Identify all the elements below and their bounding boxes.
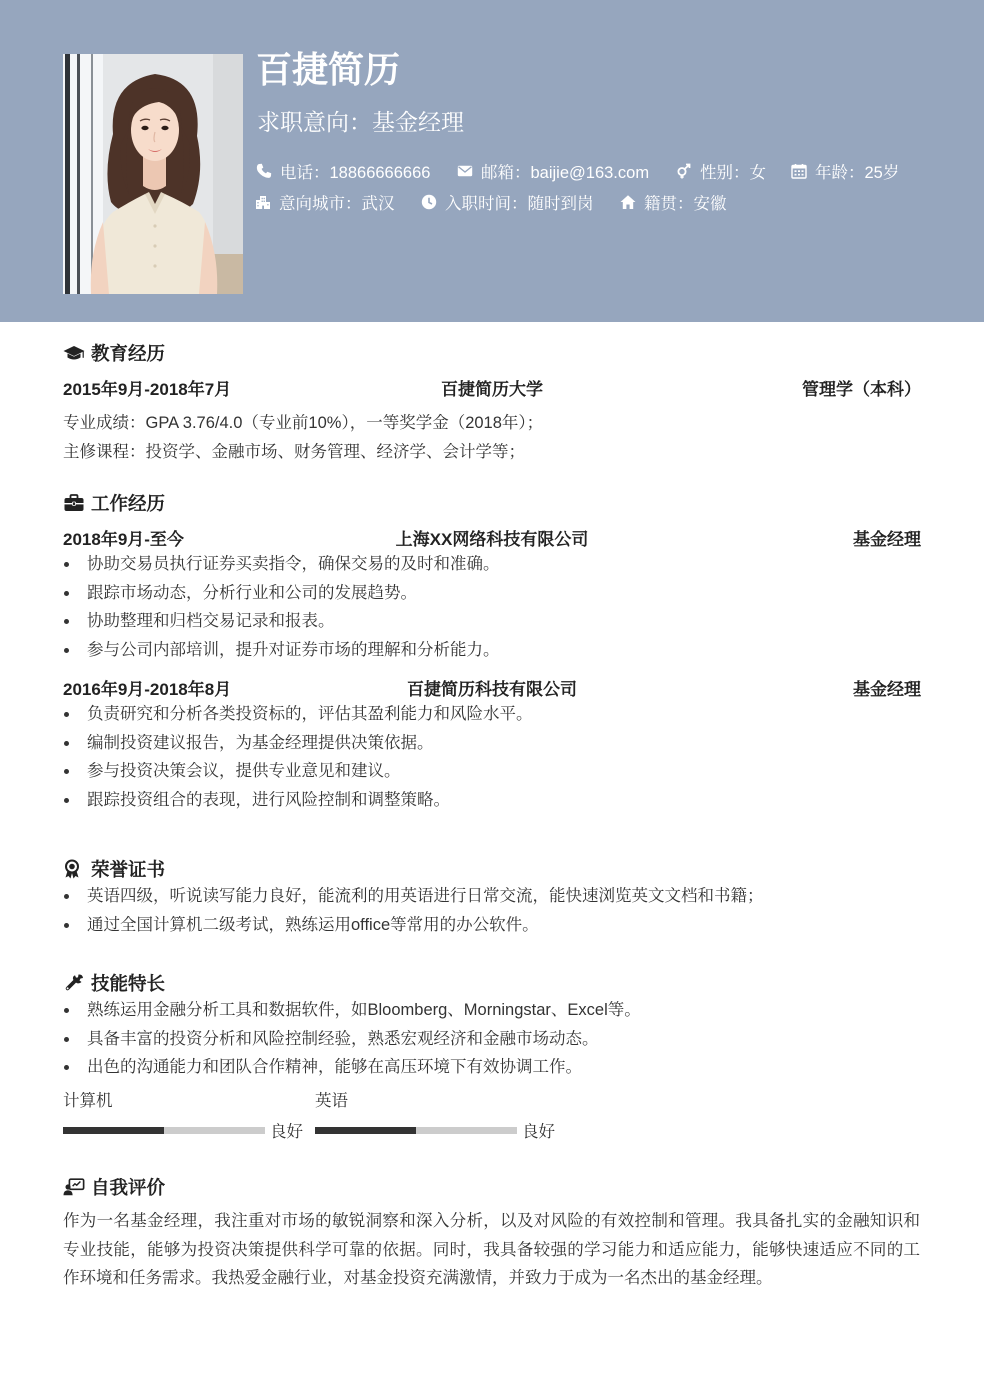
wrench-icon xyxy=(63,973,85,993)
list-item: 熟练运用金融分析工具和数据软件，如Bloomberg、Morningstar、Excel等。 xyxy=(63,996,921,1025)
info-age-text: 年龄：25岁 xyxy=(815,164,900,182)
info-email xyxy=(457,160,649,182)
skills-heading xyxy=(63,970,921,996)
skill-bar-computer xyxy=(63,1090,315,1141)
job-period: 2018年9月-至今 xyxy=(63,529,184,549)
skills-section xyxy=(63,970,921,1141)
list-item: 参与投资决策会议，提供专业意见和建议。 xyxy=(63,757,921,786)
list-item: 跟踪投资组合的表现，进行风险控制和调整策略。 xyxy=(63,786,921,815)
job-entry xyxy=(63,524,921,550)
skill-bars xyxy=(63,1090,921,1141)
job-position: 基金经理 xyxy=(853,529,921,549)
phone-icon xyxy=(256,163,272,179)
briefcase-icon xyxy=(63,493,85,513)
education-heading xyxy=(63,340,921,366)
clock-icon xyxy=(421,194,437,210)
resume-header xyxy=(0,0,984,322)
self-evaluation-title: 自我评价 xyxy=(91,1177,166,1198)
list-item: 协助整理和归档交易记录和报表。 xyxy=(63,607,921,636)
job-entry xyxy=(63,674,921,700)
skills-title: 技能特长 xyxy=(91,973,166,994)
info-city-text: 意向城市：武汉 xyxy=(279,195,395,213)
info-start-date xyxy=(421,191,594,213)
skill-name: 计算机 xyxy=(63,1092,113,1110)
honors-section xyxy=(63,856,921,939)
job-period: 2016年9月-2018年8月 xyxy=(63,679,232,699)
skill-bar-track xyxy=(315,1127,517,1134)
skill-level-label: 良好 xyxy=(522,1123,555,1141)
candidate-name: 百捷简历 xyxy=(256,49,401,90)
honors-list xyxy=(63,882,921,939)
job-position: 基金经理 xyxy=(853,679,921,699)
skill-bar-fill xyxy=(315,1127,416,1134)
honors-heading xyxy=(63,856,921,882)
education-period: 2015年9月-2018年7月 xyxy=(63,379,232,399)
self-evaluation-heading xyxy=(63,1174,921,1200)
list-item: 协助交易员执行证券买卖指令，确保交易的及时和准确。 xyxy=(63,550,921,579)
job-duties xyxy=(63,700,921,814)
award-icon xyxy=(63,859,85,879)
skill-level-label: 良好 xyxy=(270,1123,303,1141)
info-gender xyxy=(676,160,766,182)
work-title: 工作经历 xyxy=(91,493,166,514)
list-item: 负责研究和分析各类投资标的，评估其盈利能力和风险水平。 xyxy=(63,700,921,729)
info-gender-text: 性别：女 xyxy=(700,164,766,182)
list-item: 出色的沟通能力和团队合作精神，能够在高压环境下有效协调工作。 xyxy=(63,1053,921,1082)
skill-bar-track xyxy=(63,1127,265,1134)
info-start-date-text: 入职时间：随时到岗 xyxy=(445,195,594,213)
profile-photo xyxy=(63,54,243,294)
info-email-text: 邮箱：baijie@163.com xyxy=(481,164,650,182)
education-entry xyxy=(63,374,921,400)
work-section xyxy=(63,490,921,814)
job-company: 上海XX网络科技有限公司 xyxy=(395,529,589,549)
education-school: 百捷简历大学 xyxy=(441,379,543,399)
list-item: 通过全国计算机二级考试，熟练运用office等常用的办公软件。 xyxy=(63,911,921,940)
info-phone xyxy=(256,160,430,182)
info-age xyxy=(791,160,899,182)
job-company: 百捷简历科技有限公司 xyxy=(407,679,577,699)
self-evaluation-text: 作为一名基金经理，我注重对市场的敏锐洞察和深入分析，以及对风险的有效控制和管理。我具备扎实的金融知识和专业技能，能够为投资决策提供科学可靠的依据。同时，我具备较强的学习能力和适应能力，能够快速适应不同的工作环境和任务需求。我热爱金融行业，对基金投资充满激情，并致力于成为一名杰出的基金经理。 xyxy=(63,1212,920,1287)
skill-meter xyxy=(315,1119,567,1141)
home-icon xyxy=(620,194,636,210)
job-objective: 求职意向：基金经理 xyxy=(257,109,464,135)
skill-bar-english xyxy=(315,1090,567,1141)
self-evaluation-section xyxy=(63,1174,921,1293)
work-heading xyxy=(63,490,921,516)
skill-bar-fill xyxy=(63,1127,164,1134)
presentation-icon xyxy=(63,1177,85,1197)
list-item: 具备丰富的投资分析和风险控制经验，熟悉宏观经济和金融市场动态。 xyxy=(63,1025,921,1054)
skills-list xyxy=(63,996,921,1082)
list-item: 参与公司内部培训，提升对证券市场的理解和分析能力。 xyxy=(63,636,921,665)
list-item: 英语四级，听说读写能力良好，能流利的用英语进行日常交流，能快速浏览英文文档和书籍； xyxy=(63,882,921,911)
info-city xyxy=(255,191,395,213)
graduation-cap-icon xyxy=(63,343,85,363)
education-detail-line: 专业成绩：GPA 3.76/4.0（专业前10%），一等奖学金（2018年）； xyxy=(63,414,544,432)
gender-icon xyxy=(676,163,692,179)
education-title: 教育经历 xyxy=(91,343,166,364)
list-item: 跟踪市场动态，分析行业和公司的发展趋势。 xyxy=(63,579,921,608)
skill-meter xyxy=(63,1119,315,1141)
info-phone-text: 电话：18866666666 xyxy=(280,164,431,182)
info-hometown-text: 籍贯：安徽 xyxy=(644,195,727,213)
job-duties xyxy=(63,550,921,664)
list-item: 编制投资建议报告，为基金经理提供决策依据。 xyxy=(63,729,921,758)
education-detail-line: 主修课程：投资学、金融市场、财务管理、经济学、会计学等； xyxy=(63,442,525,461)
info-hometown xyxy=(620,191,727,213)
education-details xyxy=(63,409,921,466)
education-degree: 管理学（本科） xyxy=(802,379,921,399)
skill-name: 英语 xyxy=(315,1092,348,1110)
building-icon xyxy=(255,194,271,210)
honors-title: 荣誉证书 xyxy=(91,859,166,880)
calendar-icon xyxy=(791,163,807,179)
education-section xyxy=(63,340,921,466)
mail-icon xyxy=(457,163,473,179)
